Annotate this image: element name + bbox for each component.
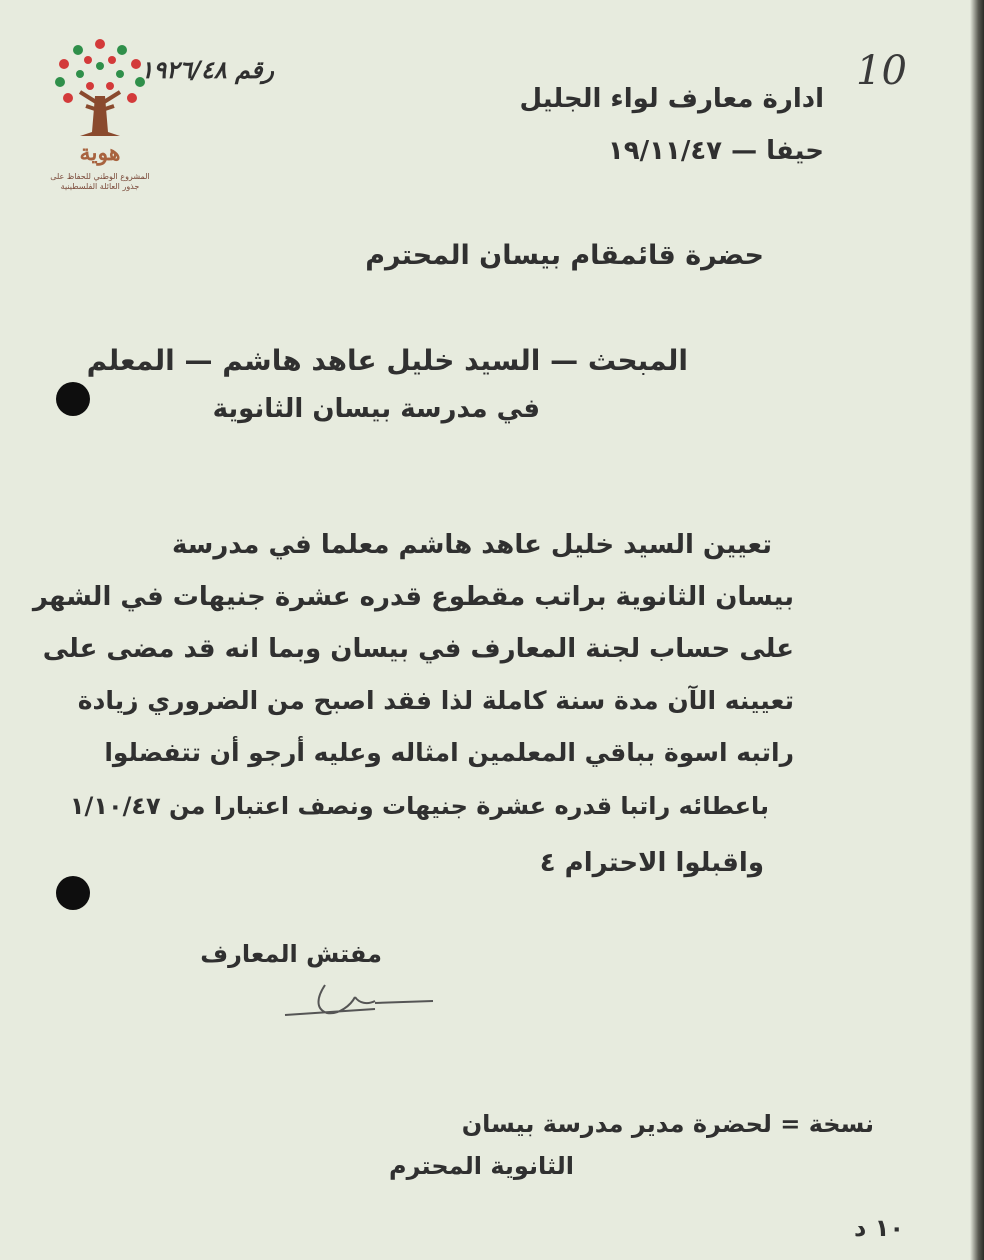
logo-caption [40, 172, 160, 192]
body-line-1: تعيين السيد خليل عاهد هاشم معلما في مدرسة [171, 530, 772, 560]
place-and-date: حيفا — ١٩/١١/٤٧ [607, 136, 824, 166]
footer-code: ١٠ د [854, 1214, 904, 1242]
department-name: ادارة معارف لواء الجليل [519, 84, 824, 114]
page-edge-shadow [970, 0, 984, 1260]
body-line-6: باعطائه راتبا قدره عشرة جنيهات ونصف اعتبارا من ١/١٠/٤٧ [69, 792, 769, 820]
body-line-3: على حساب لجنة المعارف في بيسان وبما انه قد مضى على [42, 634, 794, 664]
handwritten-signature-icon [255, 975, 435, 1025]
subject-line-1: المبحث — السيد خليل عاهد هاشم — المعلم [86, 344, 688, 377]
logo-caption-line-2: جذور العائلة الفلسطينية [60, 182, 140, 191]
copy-to-line-1: نسخة = لحضرة مدير مدرسة بيسان [461, 1110, 874, 1138]
binder-hole-bottom [56, 876, 90, 910]
body-line-5: راتبه اسوة بباقي المعلمين امثاله وعليه أرجو أن تتفضلوا [104, 738, 794, 767]
copy-to-line-2: الثانوية المحترم [389, 1152, 574, 1180]
subject-line-2: في مدرسة بيسان الثانوية [212, 394, 540, 424]
reference-number: رقم ١٩٢٦/٤٨ [140, 56, 274, 84]
addressee: حضرة قائمقام بيسان المحترم [365, 240, 764, 271]
body-line-4: تعيينه الآن مدة سنة كاملة لذا فقد اصبح من الضروري زيادة [77, 686, 794, 715]
binder-hole-top [56, 382, 90, 416]
logo-name: هوية [79, 140, 121, 166]
body-line-2: بيسان الثانوية براتب مقطوع قدره عشرة جنيهات في الشهر [32, 582, 794, 612]
logo-caption-line-1: المشروع الوطني للحفاظ على [50, 172, 150, 181]
signatory-title: مفتش المعارف [200, 940, 382, 968]
page-number: 10 [856, 48, 907, 94]
closing-line: واقبلوا الاحترام ٤ [539, 848, 764, 878]
